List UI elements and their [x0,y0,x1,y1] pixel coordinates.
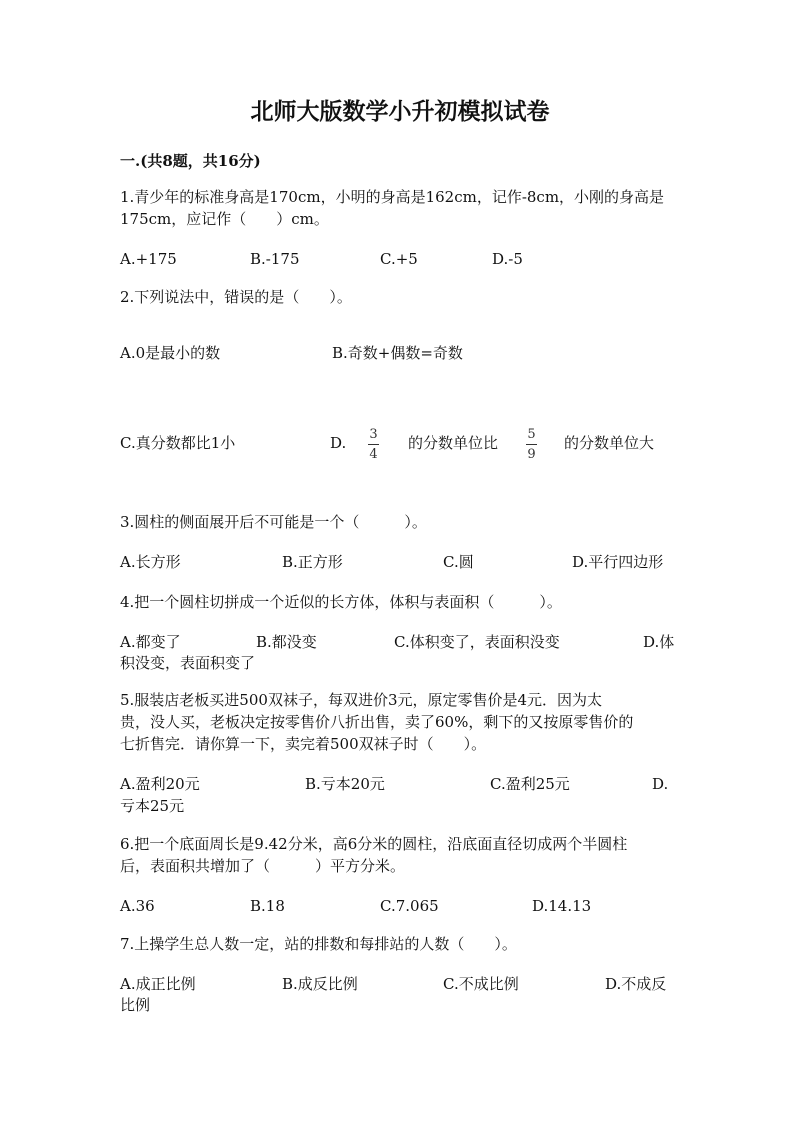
option-b: B.都没变 [256,633,317,651]
fraction-denominator: 4 [369,447,378,462]
fraction-bar [526,444,537,445]
question-text: 七折售完．请你算一下，卖完着500双袜子时（ ）。 [120,735,487,753]
option-b: B.亏本20元 [305,775,385,793]
option-d-text: 的分数单位比 [408,434,499,452]
question-text: 1.青少年的标准身高是170cm，小明的身高是162cm，记作-8cm，小刚的身高是 [120,188,665,206]
question-text: 175cm，应记作（ ）cm。 [120,210,329,228]
option-a: A.成正比例 [120,975,196,993]
fraction-three-fourths [368,427,379,462]
option-d-text: 的分数单位大 [564,434,655,452]
option-c: C.圆 [443,553,474,571]
option-d-wrap: 比例 [120,996,151,1014]
option-c: C.真分数都比1小 [120,434,236,452]
question-text: 4.把一个圆柱切拼成一个近似的长方体，体积与表面积（ ）。 [120,593,562,611]
option-b: B.成反比例 [282,975,358,993]
option-a: A.36 [120,897,155,915]
option-c: C.+5 [380,250,418,268]
option-d: D.-5 [492,250,523,268]
option-a: A.都变了 [120,633,181,651]
option-a: A.0是最小的数 [120,344,221,362]
option-d: D.体 [643,633,675,651]
fraction-bar [368,444,379,445]
option-c: C.7.065 [380,897,439,915]
option-c: C.不成比例 [443,975,519,993]
option-d: D.平行四边形 [572,553,664,571]
question-text: 7.上操学生总人数一定，站的排数和每排站的人数（ ）。 [120,935,517,953]
question-text: 3.圆柱的侧面展开后不可能是一个（ ）。 [120,513,427,531]
option-c: C.盈利25元 [490,775,570,793]
option-d: D. [652,775,669,793]
question-text: 后，表面积共增加了（ ）平方分米。 [120,857,406,875]
question-text: 贵，没人买，老板决定按零售价八折出售，卖了60%，剩下的又按原零售价的 [120,713,634,731]
option-d: D.不成反 [605,975,667,993]
option-a: A.+175 [120,250,177,268]
option-a: A.长方形 [120,553,181,571]
option-b: B.奇数+偶数=奇数 [332,344,463,362]
option-d: D.14.13 [532,897,592,915]
option-b: B.18 [250,897,285,915]
question-text: 5.服装店老板买进500双袜子，每双进价3元，原定零售价是4元．因为太 [120,691,603,709]
fraction-denominator: 9 [527,447,536,462]
option-d-wrap: 积没变，表面积变了 [120,654,256,672]
fraction-numerator: 3 [369,427,378,442]
option-d-wrap: 亏本25元 [120,797,185,815]
fraction-numerator: 5 [527,427,536,442]
option-c: C.体积变了，表面积没变 [394,633,560,651]
option-b: B.-175 [250,250,300,268]
option-a: A.盈利20元 [120,775,200,793]
option-d: D. [330,434,347,452]
section-heading: 一.(共8题，共16分) [120,152,261,170]
question-text: 6.把一个底面周长是9.42分米，高6分米的圆柱，沿底面直径切成两个半圆柱 [120,835,628,853]
question-text: 2.下列说法中，错误的是（ ）。 [120,288,352,306]
page-title: 北师大版数学小升初模拟试卷 [250,98,550,125]
option-b: B.正方形 [282,553,343,571]
fraction-five-ninths [526,427,537,462]
